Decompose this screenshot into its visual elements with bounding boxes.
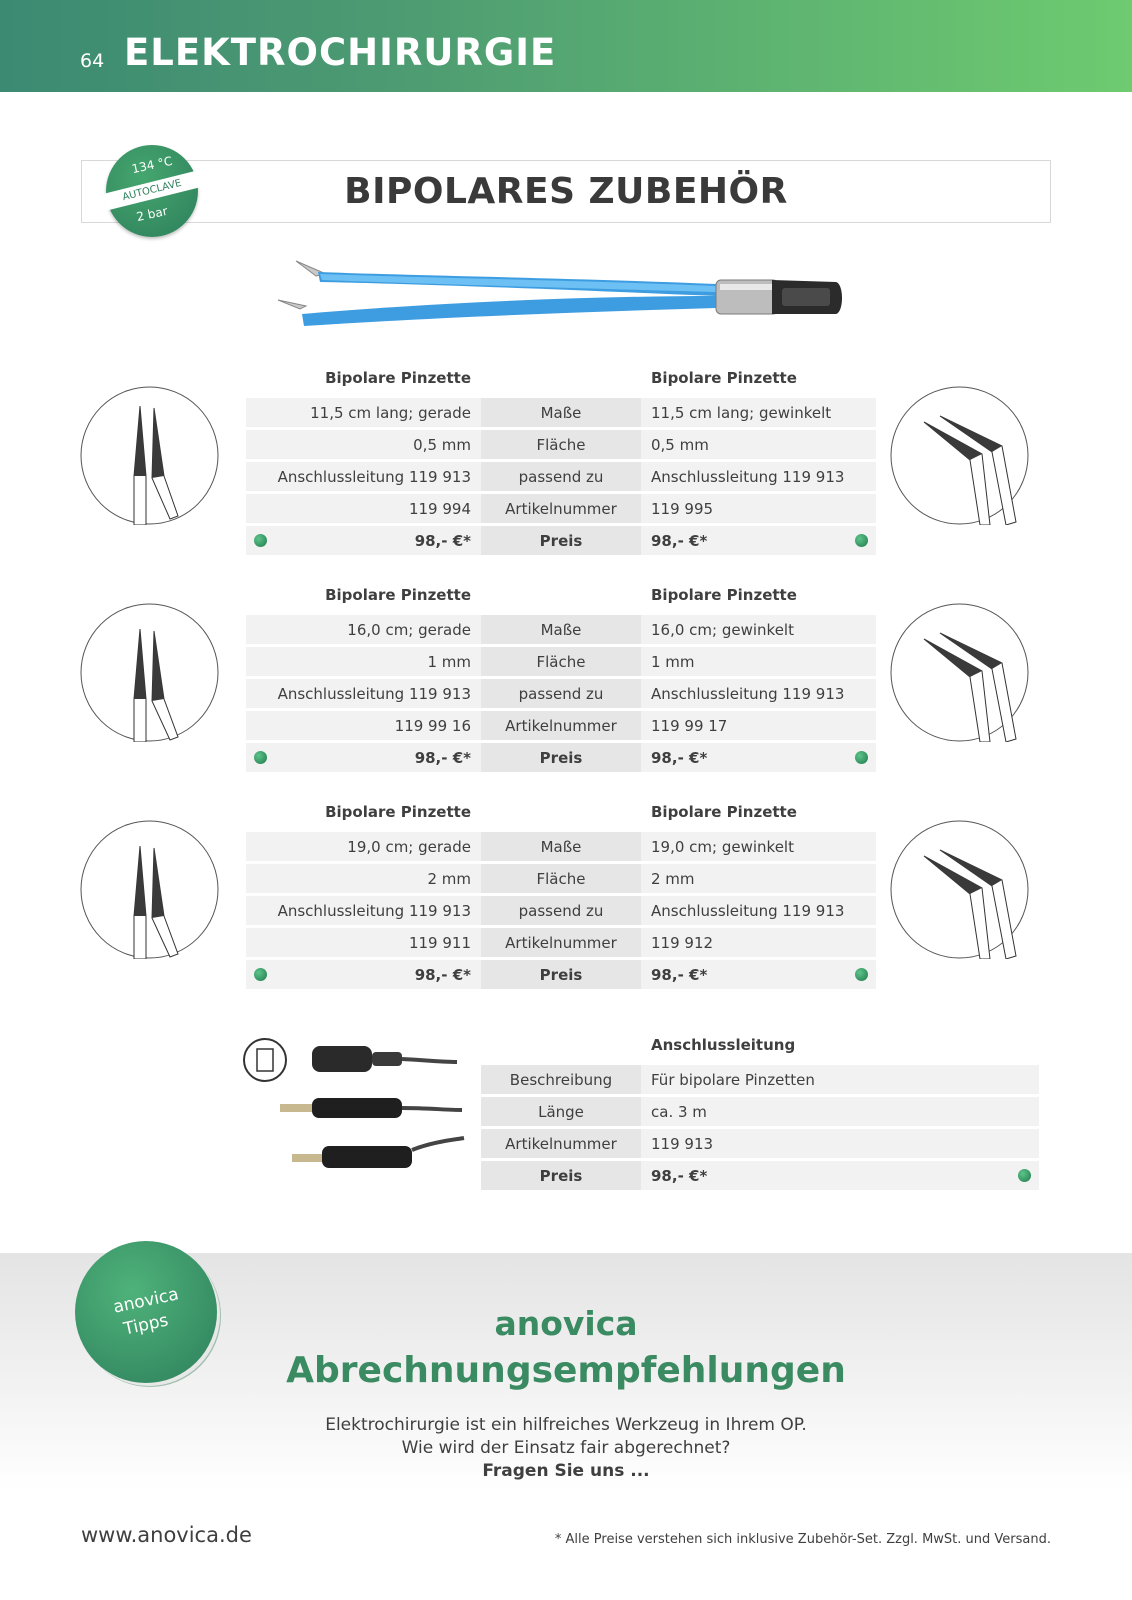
product-table [246,792,876,992]
row-label-article: Artikelnummer [481,494,641,523]
tips-badge-line1: anovica [111,1284,181,1318]
row-label-price: Preis [481,1161,641,1190]
fits-left: Anschlussleitung 119 913 [246,679,481,708]
connection-cable-icon [242,1032,472,1182]
bipolar-tweezer-image [276,256,856,336]
dimensions-left: 11,5 cm lang; gerade [246,398,481,427]
tips-title-brand: anovica [494,1304,638,1343]
surface-left: 1 mm [246,647,481,676]
article-left: 119 911 [246,928,481,957]
price-dot-icon [254,751,267,764]
cable-description: Für bipolare Pinzetten [641,1065,1039,1094]
row-label-surface: Fläche [481,430,641,459]
title-box [81,160,1051,223]
price-left: 98,- €* [414,531,471,550]
price-right: 98,- €* [651,965,708,984]
product-name-right: Bipolare Pinzette [641,795,876,829]
price-cell-left [246,526,481,555]
row-label-price: Preis [481,960,641,989]
price-dot-icon [254,968,267,981]
dimensions-left: 19,0 cm; gerade [246,832,481,861]
dimensions-right: 11,5 cm lang; gewinkelt [641,398,876,427]
price-cell-right [641,960,876,989]
surface-left: 0,5 mm [246,430,481,459]
product-name-right: Bipolare Pinzette [641,578,876,612]
cable-article: 119 913 [641,1129,1039,1158]
row-label-length: Länge [481,1097,641,1126]
row-label-fits: passend zu [481,462,641,491]
article-left: 119 99 16 [246,711,481,740]
autoclave-badge [106,145,198,237]
article-right: 119 99 17 [641,711,876,740]
price-right: 98,- €* [651,531,708,550]
price-cell [641,1161,1039,1190]
price-cell-right [641,526,876,555]
page-number: 64 [80,50,105,72]
angled-tweezer-tip-icon [890,386,1029,525]
tips-text-line3: Fragen Sie uns ... [482,1461,650,1481]
surface-right: 0,5 mm [641,430,876,459]
price-dot-icon [855,968,868,981]
product-name-left: Bipolare Pinzette [246,578,481,612]
article-right: 119 995 [641,494,876,523]
website-link[interactable]: www.anovica.de [81,1523,252,1547]
row-label-article: Artikelnummer [481,711,641,740]
fits-right: Anschlussleitung 119 913 [641,462,876,491]
row-label-dimensions: Maße [481,832,641,861]
price-cell-right [641,743,876,772]
product-name-right: Bipolare Pinzette [641,361,876,395]
price-footnote: * Alle Preise verstehen sich inklusive Zubehör-Set. Zzgl. MwSt. und Versand. [554,1532,1051,1547]
tips-title: Abrechnungsempfehlungen [286,1350,846,1391]
surface-right: 2 mm [641,864,876,893]
angled-tweezer-tip-icon [890,820,1029,959]
cable-length: ca. 3 m [641,1097,1039,1126]
row-label-dimensions: Maße [481,615,641,644]
price-right: 98,- €* [651,748,708,767]
price-cell-left [246,960,481,989]
fits-right: Anschlussleitung 119 913 [641,896,876,925]
tips-text-line2: Wie wird der Einsatz fair abgerechnet? [401,1438,731,1458]
price-cell-left [246,743,481,772]
price-dot-icon [1018,1169,1031,1182]
row-label-price: Preis [481,526,641,555]
fits-right: Anschlussleitung 119 913 [641,679,876,708]
tips-badge-line2: Tipps [121,1310,171,1340]
fits-left: Anschlussleitung 119 913 [246,462,481,491]
cable-price: 98,- €* [651,1166,708,1185]
straight-tweezer-tip-icon [80,603,219,742]
row-label-price: Preis [481,743,641,772]
product-name-left: Bipolare Pinzette [246,361,481,395]
price-left: 98,- €* [414,748,471,767]
autoclave-temperature: 134 °C [130,153,174,177]
row-label-article: Artikelnummer [481,928,641,957]
section-title: ELEKTROCHIRURGIE [124,31,557,74]
product-table [246,358,876,558]
row-label-dimensions: Maße [481,398,641,427]
product-name-left: Bipolare Pinzette [246,795,481,829]
product-table [246,575,876,775]
dimensions-right: 19,0 cm; gewinkelt [641,832,876,861]
fits-left: Anschlussleitung 119 913 [246,896,481,925]
straight-tweezer-tip-icon [80,820,219,959]
cable-table [481,1025,1039,1193]
surface-left: 2 mm [246,864,481,893]
price-dot-icon [855,751,868,764]
autoclave-label: AUTOCLAVE [102,170,201,210]
cable-name: Anschlussleitung [641,1028,1039,1062]
page-header [0,0,1132,92]
autoclave-pressure: 2 bar [135,203,169,225]
row-label-fits: passend zu [481,896,641,925]
row-label-surface: Fläche [481,864,641,893]
price-dot-icon [254,534,267,547]
price-dot-icon [855,534,868,547]
row-label-surface: Fläche [481,647,641,676]
row-label-fits: passend zu [481,679,641,708]
article-right: 119 912 [641,928,876,957]
tips-text-line1: Elektrochirurgie ist ein hilfreiches Werkzeug in Ihrem OP. [325,1415,807,1435]
dimensions-right: 16,0 cm; gewinkelt [641,615,876,644]
article-left: 119 994 [246,494,481,523]
row-label-description: Beschreibung [481,1065,641,1094]
surface-right: 1 mm [641,647,876,676]
page-title: BIPOLARES ZUBEHÖR [344,171,788,212]
price-left: 98,- €* [414,965,471,984]
straight-tweezer-tip-icon [80,386,219,525]
tips-text [0,1414,1132,1483]
dimensions-left: 16,0 cm; gerade [246,615,481,644]
angled-tweezer-tip-icon [890,603,1029,742]
rectangle-outline-icon [257,1049,273,1071]
row-label-article: Artikelnummer [481,1129,641,1158]
